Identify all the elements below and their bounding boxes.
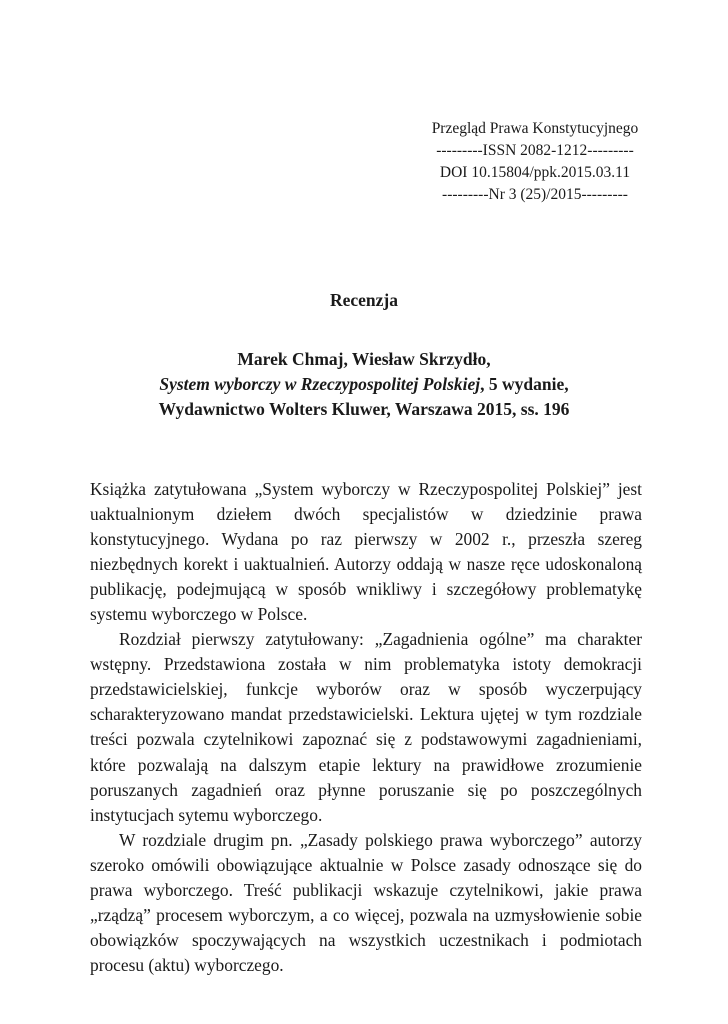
book-citation bbox=[0, 347, 728, 422]
body-paragraph: Książka zatytułowana „System wyborczy w Rzeczypospolitej Polskiej” jest uaktualnionym dziełem dwóch specjalistów w dziedzinie prawa konstytucyjnego. Wydana po raz pierwszy w 2002 r., przeszła szereg niezbędnych korekt i uaktualnień. Autorzy oddają w nasze ręce udoskonaloną publikację, podejmującą w sposób wnikliwy i szczegółowy problematykę systemu wyborczego w Polsce. bbox=[90, 479, 642, 625]
journal-name: Przegląd Prawa Konstytucyjnego bbox=[431, 120, 639, 137]
citation-title-line bbox=[0, 372, 728, 397]
citation-authors: Marek Chmaj, Wiesław Skrzydło, bbox=[237, 349, 491, 369]
body-paragraph: Rozdział pierwszy zatytułowany: „Zagadnienia ogólne” ma charakter wstępny. Przedstawiona została w nim problematyka istoty demokracji przedstawicielskiej, funkcje wyborów oraz w sposób wyczerpujący scharakteryzowano mandat przedstawicielski. Lektura ujętej w tym rozdziale treści pozwala czytelnikowi zapoznać się z podstawowymi zagadnieniami, które pozwalają na dalszym etapie lektury na prawidłowe zrozumienie poruszanych zagadnień oraz płynne poruszanie się po poszczególnych instytucjach sytemu wyborczego. bbox=[90, 629, 642, 825]
doi-line: DOI 10.15804/ppk.2015.03.11 bbox=[439, 164, 631, 181]
citation-book-title: System wyborczy w Rzeczypospolitej Polskiej bbox=[159, 374, 481, 394]
section-title: Recenzja bbox=[329, 290, 399, 310]
issue-line: ---------Nr 3 (25)/2015--------- bbox=[442, 186, 628, 203]
issn-line: ---------ISSN 2082-1212--------- bbox=[436, 142, 634, 159]
journal-header bbox=[400, 118, 670, 206]
review-body bbox=[90, 477, 642, 978]
body-paragraph: W rozdziale drugim pn. „Zasady polskiego prawa wyborczego” autorzy szeroko omówili obowiązujące aktualnie w Polsce zasady odnoszące się do prawa wyborczego. Treść publikacji wskazuje czytelnikowi, jakie prawa „rządzą” procesem wyborczym, a co więcej, pozwala na uzmysłowienie sobie obowiązków spoczywających na wszystkich uczestnikach i podmiotach procesu (aktu) wyborczego. bbox=[90, 829, 642, 975]
citation-edition: , 5 wydanie, bbox=[480, 374, 569, 394]
citation-publisher: Wydawnictwo Wolters Kluwer, Warszawa 2015, ss. 196 bbox=[158, 399, 570, 419]
